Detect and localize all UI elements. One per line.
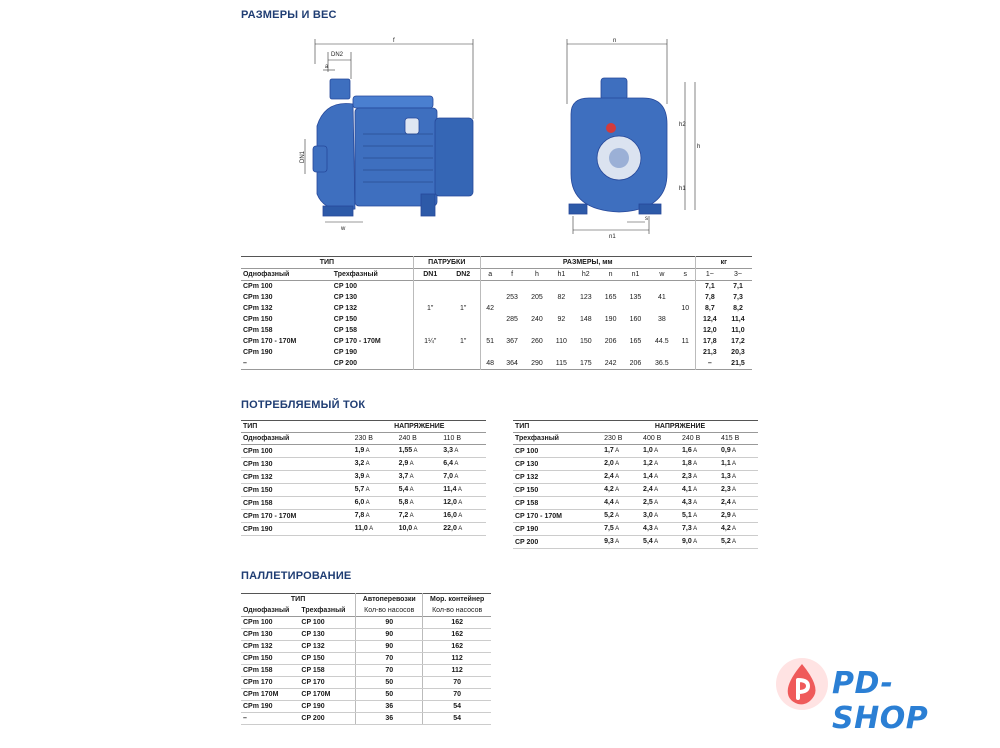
table-row (241, 314, 752, 325)
table-cell: 54 (423, 713, 491, 725)
table-cell: 123 (579, 294, 592, 301)
label-h: h (697, 144, 701, 150)
table-cell: 0,9 A (719, 445, 758, 458)
table-cell: CPm 190 (241, 701, 299, 713)
table-cell: 36 (356, 713, 423, 725)
table-row (241, 292, 752, 303)
table-cell: CP 170 - 170M (513, 510, 602, 523)
table-cell: CP 170 (299, 677, 355, 689)
table-cell: 5,4 A (641, 536, 680, 549)
table-cell (648, 325, 676, 336)
table-cell: 10,0 A (397, 523, 442, 536)
table-cell: 1,1 A (719, 458, 758, 471)
table-cell: 367 (506, 338, 518, 345)
table-cell: 12,0 (695, 325, 724, 336)
table-cell: 2,9 A (719, 510, 758, 523)
table-cell: 1,9 A (353, 445, 397, 458)
table-cell (525, 347, 550, 358)
table-cell: CP 200 (299, 713, 355, 725)
table-cell: 17,2 (731, 338, 745, 345)
table-cell: – (243, 360, 247, 367)
table-cell: CPm 132 (243, 305, 273, 312)
table-cell: CP 150 (333, 316, 357, 323)
table-cell: 4,4 A (602, 497, 641, 510)
table-cell: 5,7 A (353, 484, 397, 497)
table-row (241, 617, 491, 629)
table-cell: 7,1 (733, 283, 743, 290)
dim-header-ports: ПАТРУБКИ (413, 257, 480, 269)
table-row (241, 281, 752, 293)
table-cell: 70 (423, 677, 491, 689)
table-cell: CP 132 (299, 641, 355, 653)
table-cell: 206 (604, 338, 617, 345)
table-cell: 2,4 A (641, 484, 680, 497)
table-cell: 4,2 A (602, 484, 641, 497)
table-cell (480, 292, 499, 303)
table-cell: CP 100 (299, 617, 355, 629)
table-row (513, 471, 758, 484)
table-cell: 206 (629, 360, 642, 367)
table-row (241, 713, 491, 725)
table-cell: 1" (460, 305, 467, 312)
cur1-subheader-row: Однофазный 230 В 240 В 110 В (241, 433, 486, 445)
table-cell: 4,3 A (641, 523, 680, 536)
table-cell: 42 (480, 303, 499, 314)
table-row (241, 445, 486, 458)
table-cell: 162 (423, 629, 491, 641)
table-cell: 90 (356, 629, 423, 641)
table-cell (525, 281, 550, 293)
table-cell: 22,0 A (441, 523, 486, 536)
table-cell: 240 (531, 316, 543, 323)
table-row (241, 484, 486, 497)
table-cell: CP 132 (513, 471, 602, 484)
table-cell (573, 347, 598, 358)
table-cell: 162 (423, 641, 491, 653)
table-cell: 2,0 A (602, 458, 641, 471)
table-cell (623, 347, 648, 358)
table-cell: CPm 150 (241, 484, 353, 497)
dim-subheader-row: Однофазный Трехфазный DN1 DN2 a f h h1 h2 n n1 w s 1~ 3~ (241, 269, 752, 281)
table-cell: 21,3 (695, 347, 724, 358)
table-cell (525, 325, 550, 336)
table-cell: CPm 130 (241, 458, 353, 471)
table-cell: 17,8 (695, 336, 724, 347)
table-cell: 7,8 (695, 292, 724, 303)
table-cell: CPm 100 (243, 283, 273, 290)
table-row (513, 484, 758, 497)
table-cell (573, 303, 598, 314)
table-cell: CPm 100 (241, 617, 299, 629)
table-cell: 9,0 A (680, 536, 719, 549)
table-cell: CP 158 (299, 665, 355, 677)
table-cell: CP 158 (333, 327, 357, 334)
table-row (513, 458, 758, 471)
table-cell (598, 303, 623, 314)
table-cell: 1,8 A (680, 458, 719, 471)
table-row (241, 303, 752, 314)
table-row (241, 336, 752, 347)
label-s: s (645, 216, 648, 222)
table-cell (549, 303, 573, 314)
table-cell: 110 (555, 338, 567, 345)
table-cell: 51 (480, 336, 499, 347)
table-row (513, 497, 758, 510)
table-cell: 21,5 (731, 360, 745, 367)
table-cell: CP 200 (513, 536, 602, 549)
table-cell: 112 (423, 665, 491, 677)
table-cell: 8,2 (733, 305, 743, 312)
table-cell: 70 (356, 665, 423, 677)
table-cell: – (695, 358, 724, 370)
table-row (241, 677, 491, 689)
table-cell: CP 190 (513, 523, 602, 536)
table-cell (413, 292, 446, 303)
table-cell: CP 132 (333, 305, 357, 312)
table-row (241, 629, 491, 641)
table-cell: CPm 170M (241, 689, 299, 701)
table-cell (500, 325, 525, 336)
table-cell: 3,9 A (353, 471, 397, 484)
table-row (513, 445, 758, 458)
table-cell: CPm 170 - 170M (241, 510, 353, 523)
table-cell: 12,0 A (441, 497, 486, 510)
table-cell (447, 281, 480, 293)
droplet-icon (774, 656, 830, 712)
table-cell: 6,4 A (441, 458, 486, 471)
cur3-header-voltage: НАПРЯЖЕНИЕ (654, 423, 706, 430)
table-cell: 112 (423, 653, 491, 665)
section-title-dimensions: РАЗМЕРЫ И ВЕС (241, 9, 337, 21)
table-row (241, 665, 491, 677)
table-cell: – (241, 713, 299, 725)
table-cell: CPm 150 (241, 653, 299, 665)
table-cell: 50 (356, 677, 423, 689)
table-cell: CPm 170 (241, 677, 299, 689)
pump-front-view-drawing (555, 34, 705, 244)
table-cell (676, 358, 695, 370)
table-cell: CP 150 (513, 484, 602, 497)
table-cell (480, 325, 499, 336)
table-cell: 20,3 (731, 349, 745, 356)
table-cell: 2,5 A (641, 497, 680, 510)
table-cell (623, 303, 648, 314)
table-cell: 190 (604, 316, 617, 323)
table-cell: 54 (423, 701, 491, 713)
table-cell (598, 347, 623, 358)
table-cell: 160 (629, 316, 642, 323)
table-cell: 205 (531, 294, 543, 301)
pallet-table (241, 593, 491, 725)
table-cell (573, 325, 598, 336)
current-single-phase-table (241, 420, 486, 536)
table-cell: 90 (356, 641, 423, 653)
table-cell: 11,0 (731, 327, 745, 334)
table-cell (598, 281, 623, 293)
table-cell: 50 (356, 689, 423, 701)
table-cell: 4,1 A (680, 484, 719, 497)
table-cell (447, 358, 480, 370)
table-row (241, 510, 486, 523)
table-cell (447, 325, 480, 336)
dim-header-type: ТИП (319, 259, 335, 266)
table-cell: 70 (423, 689, 491, 701)
table-cell (623, 325, 648, 336)
table-cell: 38 (657, 316, 666, 323)
table-cell: 16,0 A (441, 510, 486, 523)
table-cell: 11,4 A (441, 484, 486, 497)
table-cell: 5,1 A (680, 510, 719, 523)
dimensions-table (241, 256, 752, 370)
table-cell: 9,3 A (602, 536, 641, 549)
table-cell (500, 303, 525, 314)
table-cell: CP 200 (333, 360, 357, 367)
table-cell: CPm 190 (243, 349, 273, 356)
table-cell: 90 (356, 617, 423, 629)
table-cell: 1,4 A (641, 471, 680, 484)
table-cell: 41 (657, 294, 666, 301)
table-cell (676, 292, 695, 303)
table-cell: CPm 170 - 170M (243, 338, 297, 345)
table-cell: 11,4 (731, 316, 745, 323)
label-n1: n1 (609, 234, 616, 240)
table-cell (573, 281, 598, 293)
pallet-header-truck: Автоперевозки (356, 594, 423, 606)
table-cell: CP 190 (333, 349, 357, 356)
cur3-header-type: ТИП (515, 423, 530, 430)
table-cell: 2,4 A (602, 471, 641, 484)
table-cell: 7,3 (733, 294, 743, 301)
table-cell: CPm 158 (241, 497, 353, 510)
table-cell: CP 100 (513, 445, 602, 458)
table-cell (676, 314, 695, 325)
table-row (241, 653, 491, 665)
table-cell: CPm 130 (241, 629, 299, 641)
table-cell: 5,2 A (602, 510, 641, 523)
table-cell: CP 100 (333, 283, 357, 290)
dim-header-kg: кг (695, 257, 752, 269)
table-cell: 70 (356, 653, 423, 665)
table-row (241, 689, 491, 701)
table-cell (500, 347, 525, 358)
pallet-header-container: Мор. контейнер (423, 594, 491, 606)
table-row (241, 358, 752, 370)
table-cell: 7,8 A (353, 510, 397, 523)
label-n: n (613, 38, 617, 44)
table-cell: CP 130 (333, 294, 357, 301)
table-cell: 1,7 A (602, 445, 641, 458)
table-cell: CPm 132 (241, 641, 299, 653)
table-cell: CPm 150 (243, 316, 273, 323)
table-cell: 5,2 A (719, 536, 758, 549)
table-cell: 7,3 A (680, 523, 719, 536)
table-cell (413, 314, 446, 325)
pd-shop-logo (774, 656, 984, 736)
table-cell: 165 (629, 338, 642, 345)
table-cell (676, 281, 695, 293)
pallet-header-type: ТИП (290, 596, 306, 603)
table-cell: CP 150 (299, 653, 355, 665)
table-cell: 242 (604, 360, 617, 367)
table-cell: 3,3 A (441, 445, 486, 458)
table-cell: 1" (460, 338, 467, 345)
logo-text: PD-SHOP (832, 666, 929, 736)
table-cell: 285 (506, 316, 518, 323)
table-cell (413, 358, 446, 370)
table-cell: 1,2 A (641, 458, 680, 471)
table-cell: CPm 190 (241, 523, 353, 536)
table-cell: 6,0 A (353, 497, 397, 510)
cur3-subheader-row: Трехфазный 230 В 400 В 240 В 415 В (513, 433, 758, 445)
table-cell: CP 170M (299, 689, 355, 701)
table-cell: CPm 130 (243, 294, 273, 301)
table-cell: 135 (629, 294, 642, 301)
table-cell: 260 (531, 338, 543, 345)
label-h1: h1 (679, 186, 686, 192)
table-cell (413, 325, 446, 336)
table-row (241, 497, 486, 510)
table-cell: 1,3 A (719, 471, 758, 484)
table-cell: 11 (681, 338, 689, 345)
table-cell: 2,3 A (680, 471, 719, 484)
table-cell: 1,6 A (680, 445, 719, 458)
table-cell: 7,2 A (397, 510, 442, 523)
table-row (241, 458, 486, 471)
table-cell: 2,3 A (719, 484, 758, 497)
table-cell (525, 303, 550, 314)
table-cell: CP 190 (299, 701, 355, 713)
table-cell: 1" (413, 303, 446, 314)
table-cell: 162 (423, 617, 491, 629)
pump-side-view-drawing (295, 34, 495, 234)
table-cell: 12,4 (695, 314, 724, 325)
table-cell: 44.5 (655, 338, 669, 345)
section-title-current: ПОТРЕБЛЯЕМЫЙ ТОК (241, 399, 366, 411)
table-cell: 4,3 A (680, 497, 719, 510)
table-cell: 148 (579, 316, 592, 323)
table-cell (676, 347, 695, 358)
table-cell (598, 325, 623, 336)
table-cell: CPm 158 (241, 665, 299, 677)
table-cell: 253 (506, 294, 518, 301)
table-cell: 5,4 A (397, 484, 442, 497)
table-cell: 82 (557, 294, 566, 301)
table-row (513, 510, 758, 523)
table-row (241, 641, 491, 653)
table-cell: 3,0 A (641, 510, 680, 523)
table-cell: 4,2 A (719, 523, 758, 536)
table-cell: 3,7 A (397, 471, 442, 484)
table-cell (413, 281, 446, 293)
table-cell: CPm 100 (241, 445, 353, 458)
table-cell (549, 347, 573, 358)
table-cell: 36.5 (655, 360, 669, 367)
table-cell: 1¼" (413, 336, 446, 347)
table-cell: CP 130 (299, 629, 355, 641)
dim-header-dims: РАЗМЕРЫ, мм (480, 257, 695, 269)
table-cell: 1,55 A (397, 445, 442, 458)
table-cell: 2,4 A (719, 497, 758, 510)
cur1-header-type: ТИП (243, 423, 258, 430)
table-cell: CP 130 (513, 458, 602, 471)
table-cell (480, 314, 499, 325)
table-cell: 36 (356, 701, 423, 713)
table-cell (648, 347, 676, 358)
table-row (241, 325, 752, 336)
table-cell: 150 (579, 338, 592, 345)
table-cell: 1,0 A (641, 445, 680, 458)
table-row (513, 523, 758, 536)
table-cell: CPm 158 (243, 327, 273, 334)
label-dn2: DN2 (331, 52, 344, 58)
table-cell: 3,2 A (353, 458, 397, 471)
table-cell (648, 281, 676, 293)
table-row (241, 347, 752, 358)
table-cell: 7,0 A (441, 471, 486, 484)
table-cell (549, 325, 573, 336)
table-cell: 2,9 A (397, 458, 442, 471)
table-row (241, 701, 491, 713)
section-title-pallet: ПАЛЛЕТИРОВАНИЕ (241, 570, 352, 582)
table-cell: 48 (480, 358, 499, 370)
table-cell (623, 281, 648, 293)
table-cell (480, 281, 499, 293)
table-cell: 11,0 A (353, 523, 397, 536)
table-cell: CP 170 - 170M (333, 338, 381, 345)
label-a: a (325, 64, 329, 70)
table-cell (447, 292, 480, 303)
table-cell (549, 281, 573, 293)
table-row (241, 523, 486, 536)
table-cell: 290 (531, 360, 543, 367)
label-h2: h2 (679, 122, 686, 128)
table-cell (447, 347, 480, 358)
label-w: w (341, 226, 346, 232)
table-cell (447, 314, 480, 325)
table-cell (480, 347, 499, 358)
table-cell (500, 281, 525, 293)
pallet-subheader-row: Однофазный Трехфазный Кол-во насосов Кол-во насосов (241, 605, 491, 617)
label-dn1: DN1 (300, 150, 306, 163)
table-cell: 7,1 (695, 281, 724, 293)
table-cell: 165 (604, 294, 617, 301)
table-cell: 10 (681, 305, 690, 312)
table-row (513, 536, 758, 549)
table-row (241, 471, 486, 484)
table-cell: 175 (579, 360, 592, 367)
table-cell: 5,8 A (397, 497, 442, 510)
table-cell: 7,5 A (602, 523, 641, 536)
cur1-header-voltage: НАПРЯЖЕНИЕ (394, 423, 445, 430)
table-cell: CP 158 (513, 497, 602, 510)
table-cell (648, 303, 676, 314)
table-cell: 364 (506, 360, 518, 367)
current-three-phase-table (513, 420, 758, 549)
table-cell: 92 (557, 316, 566, 323)
table-cell (413, 347, 446, 358)
label-f: f (393, 38, 395, 44)
table-cell (676, 325, 695, 336)
table-cell: 8,7 (695, 303, 724, 314)
table-cell: CPm 132 (241, 471, 353, 484)
table-cell: 115 (555, 360, 567, 367)
